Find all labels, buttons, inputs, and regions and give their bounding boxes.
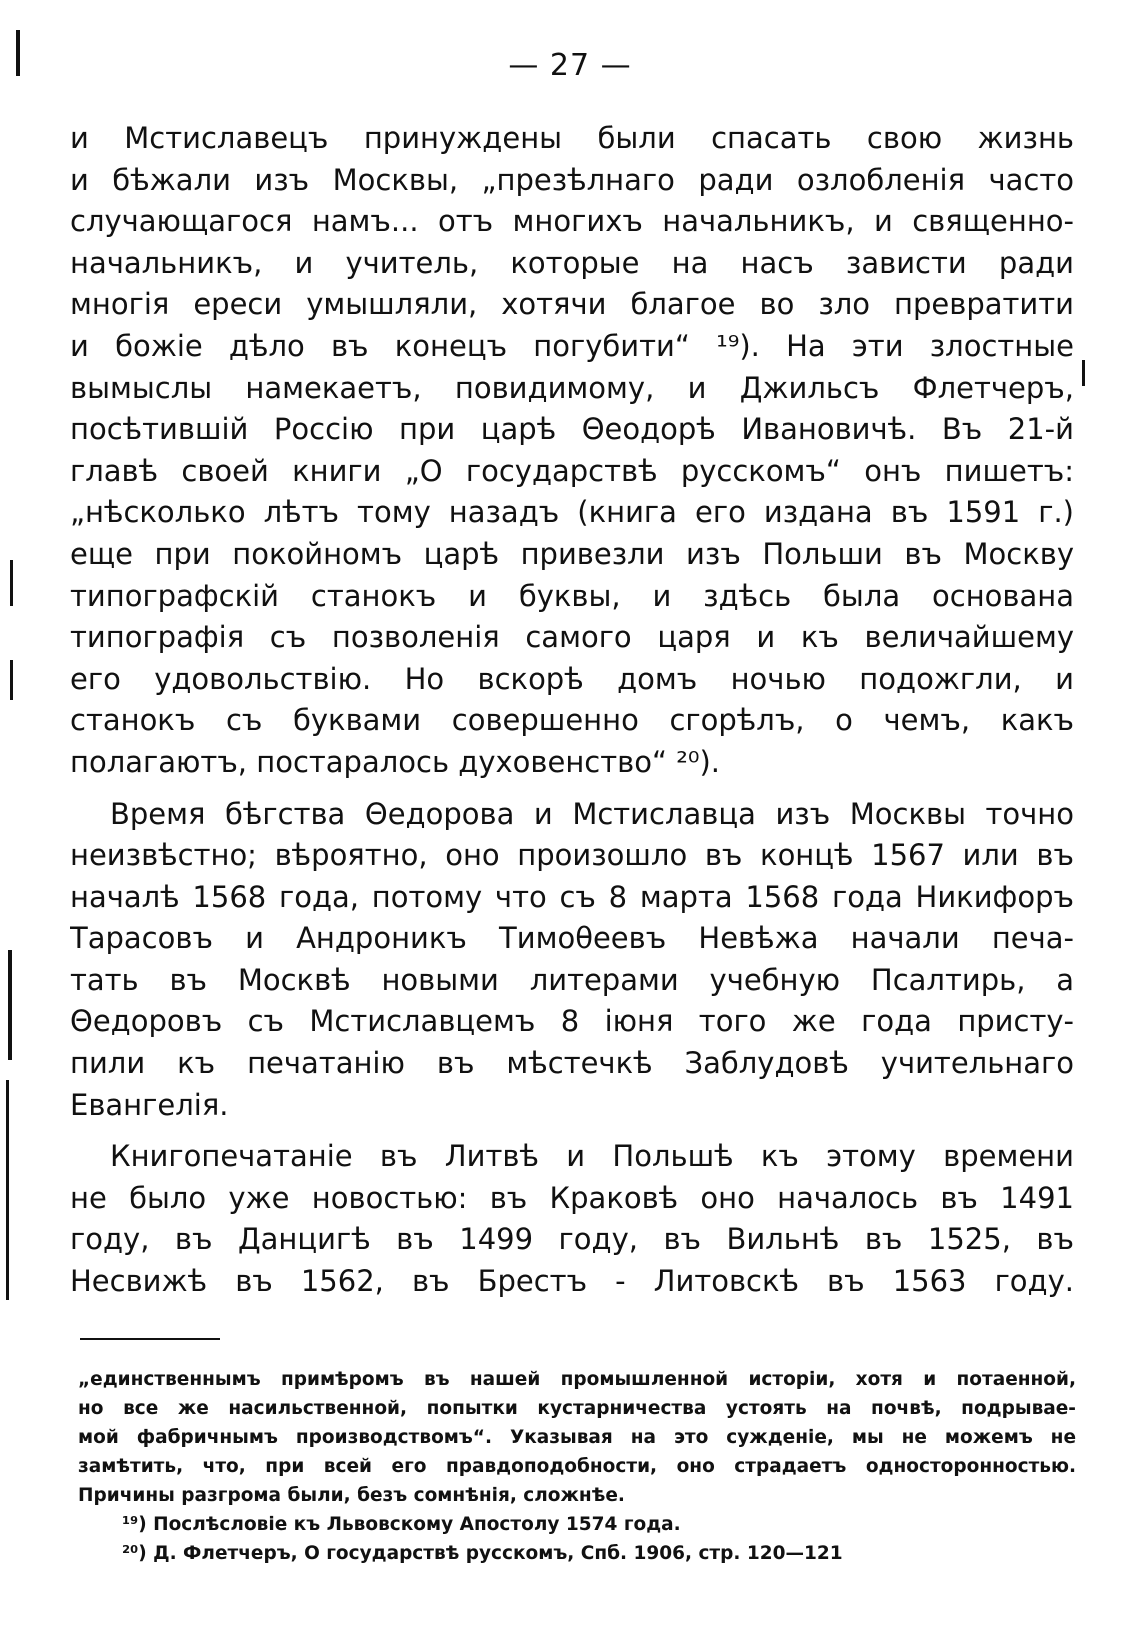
scan-artifact — [10, 660, 13, 700]
text-line: Время бѣгства Θедорова и Мстиславца изъ Москвы точно — [110, 796, 1074, 831]
text-line: тать въ Москвѣ новыми литерами учебную Псалтирь, а — [70, 962, 1074, 997]
text-line: и Мстиславецъ принуждены были спасать свою жизнь — [70, 121, 1074, 155]
paragraph-3-body — [70, 1178, 1074, 1303]
text-line: началѣ 1568 года, потому что съ 8 марта 1568 года Никифоръ — [70, 879, 1074, 914]
text-line: Несвижѣ въ 1562, въ Брестъ - Литовскѣ въ 1563 году. — [70, 1264, 1074, 1299]
footnote-19: ¹⁹) Послѣсловіе къ Львовскому Апостолу 1574 года. — [122, 1514, 681, 1535]
footnote-continuation-line: „единственнымъ примѣромъ въ нашей промышленной исторіи, хотя и потаенной, — [78, 1369, 1076, 1390]
footnote-continuation-line: но все же насильственной, попытки кустарничества устоять на почвѣ, подрывае- — [78, 1398, 1076, 1419]
footnote-continuation-line: замѣтить, что, при всей его правдоподобности, оно страдаетъ односторонностью. — [78, 1456, 1076, 1477]
scan-artifact — [1082, 360, 1085, 386]
text-line: главѣ своей книги „О государствѣ русскомъ“ онъ пишетъ: — [70, 453, 1074, 488]
text-line: полагаютъ, постаралось духовенство“ ²⁰). — [70, 744, 720, 779]
text-line: его удовольствію. Но вскорѣ домъ ночью подожгли, и — [70, 661, 1074, 696]
text-line: многія ереси умышляли, хотячи благое во зло превратити — [70, 287, 1074, 322]
footnote-divider — [80, 1338, 220, 1340]
text-line: году, въ Данцигѣ въ 1499 году, въ Вильнѣ въ 1525, въ — [70, 1222, 1074, 1257]
text-line: еще при покойномъ царѣ привезли изъ Польши въ Москву — [70, 536, 1074, 571]
footnote-20: ²⁰) Д. Флетчеръ, О государствѣ русскомъ, Спб. 1906, стр. 120—121 — [122, 1543, 843, 1564]
text-line: посѣтившій Россію при царѣ Θеодорѣ Ивановичѣ. Въ 21-й — [70, 412, 1074, 447]
text-line: начальникъ, и учитель, которые на насъ зависти ради — [70, 245, 1074, 280]
text-line: Тарасовъ и Андроникъ Тимоθеевъ Невѣжа начали печа- — [70, 921, 1074, 956]
scan-artifact — [10, 560, 13, 606]
scan-artifact — [8, 950, 12, 1060]
paragraph-3 — [70, 1136, 1074, 1178]
text-line: Евангелія. — [70, 1087, 229, 1122]
text-line: неизвѣстно; вѣроятно, оно произошло въ концѣ 1567 или въ — [70, 838, 1074, 873]
page-number: — 27 — — [508, 48, 632, 83]
text-line: Книгопечатаніе въ Литвѣ и Польшѣ къ этому времени — [110, 1139, 1074, 1174]
text-line: вымыслы намекаетъ, повидимому, и Джильсъ Флетчеръ, — [70, 370, 1074, 405]
footnote-continuation-line: мой фабричнымъ производствомъ“. Указывая на это сужденіе, мы не можемъ не — [78, 1427, 1076, 1448]
text-line: Θедоровъ съ Мстиславцемъ 8 іюня того же года присту- — [70, 1004, 1074, 1039]
text-line: не было уже новостью: въ Краковѣ оно началось въ 1491 — [70, 1180, 1074, 1215]
paragraph-2 — [70, 794, 1074, 836]
paragraph-1 — [70, 118, 1074, 784]
footnotes — [78, 1365, 1076, 1568]
main-text — [70, 118, 1074, 1303]
text-line: „нѣсколько лѣтъ тому назадъ (книга его издана въ 1591 г.) — [70, 495, 1074, 530]
paragraph-2-body — [70, 835, 1074, 1126]
text-line: пили къ печатанію въ мѣстечкѣ Заблудовѣ учительнаго — [70, 1046, 1074, 1081]
footnote-continuation-line: Причины разгрома были, безъ сомнѣнія, сложнѣе. — [78, 1485, 625, 1506]
text-line: и божіе дѣло въ конецъ погубити“ ¹⁹). На эти злостные — [70, 328, 1074, 363]
text-line: типографскій станокъ и буквы, и здѣсь была основана — [70, 578, 1074, 613]
text-line: типографія съ позволенія самого царя и къ величайшему — [70, 620, 1074, 655]
text-line: случающагося намъ... отъ многихъ начальникъ, и священно- — [70, 204, 1074, 239]
scan-artifact — [16, 30, 20, 76]
text-line: и бѣжали изъ Москвы, „презѣлнаго ради озлобленія часто — [70, 162, 1074, 197]
text-line: станокъ съ буквами совершенно сгорѣлъ, о чемъ, какъ — [70, 703, 1074, 738]
scan-artifact — [6, 1080, 9, 1300]
